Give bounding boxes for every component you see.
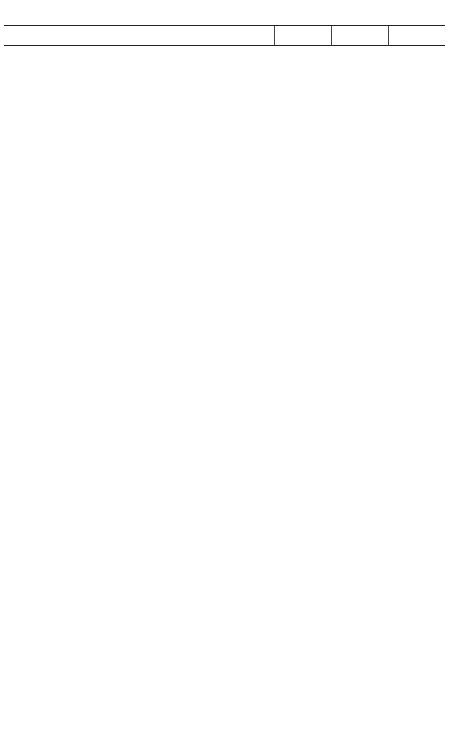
table-header-row	[4, 26, 445, 46]
budget-table	[4, 25, 445, 46]
col-header-fy52	[331, 26, 388, 46]
col-header-fy51	[274, 26, 331, 46]
table-title-row	[6, 6, 443, 22]
col-header-diff	[388, 26, 445, 46]
col-header-name	[4, 26, 274, 46]
